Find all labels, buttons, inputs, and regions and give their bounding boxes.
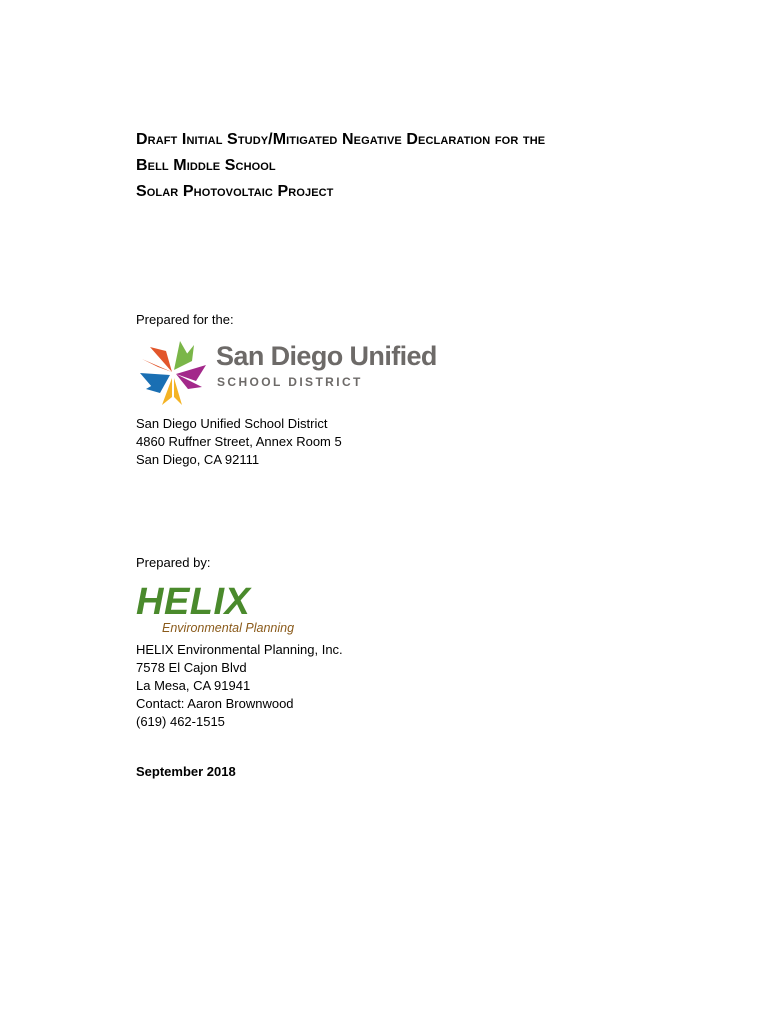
title-line-1: Draft Initial Study/Mitigated Negative Declaration for the [136,131,546,148]
client-address-block [136,415,342,469]
consultant-address-block [136,641,343,731]
sdusd-logo-subtitle: SCHOOL DISTRICT [217,375,363,389]
client-address-line2: San Diego, CA 92111 [136,452,260,467]
consultant-address-line2: La Mesa, CA 91941 [136,678,251,693]
helix-logo-subtitle: Environmental Planning [162,621,295,635]
client-name: San Diego Unified School District [136,416,328,431]
document-date: September 2018 [136,764,236,779]
consultant-name: HELIX Environmental Planning, Inc. [136,642,343,657]
sdusd-logo [136,337,437,407]
client-address-line1: 4860 Ruffner Street, Annex Room 5 [136,434,342,449]
title-line-3: Solar Photovoltaic Project [136,183,334,200]
consultant-phone: (619) 462-1515 [136,714,225,729]
consultant-contact: Contact: Aaron Brownwood [136,696,294,711]
prepared-by-label: Prepared by: [136,555,211,570]
prepared-for-label: Prepared for the: [136,312,234,327]
helix-logo [136,581,296,640]
document-title [136,127,736,205]
sdusd-logo-name: San Diego Unified [216,341,437,371]
sdusd-star-icon [136,337,208,407]
title-line-2: Bell Middle School [136,157,276,174]
helix-logo-name: HELIX [136,581,251,623]
consultant-address-line1: 7578 El Cajon Blvd [136,660,247,675]
